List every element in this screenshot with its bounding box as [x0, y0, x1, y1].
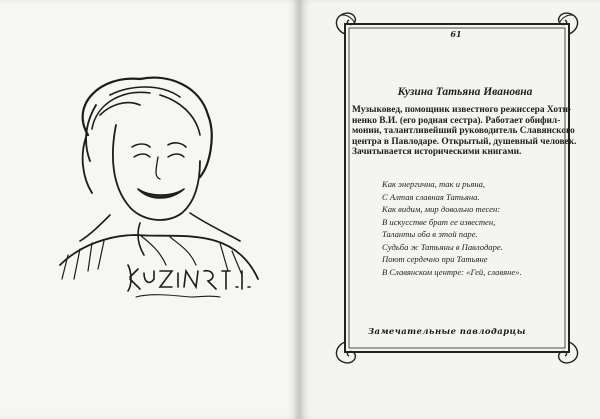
- poem-line: Судьба ж Татьяны в Павлодаре.: [382, 241, 503, 252]
- poem-line: Как видим, мир довольно тесен:: [382, 204, 501, 214]
- poem-line: В Славянском центре: «Гей, славяне».: [382, 266, 522, 277]
- portrait-sketch: [40, 65, 265, 305]
- poem-line: Как энергична, так и рьяна,: [382, 179, 486, 189]
- bio-line: центра в Павлодаре. Открытый, душевный человек.: [352, 136, 577, 147]
- biography-paragraph: [352, 105, 576, 158]
- bio-line: ненко В.И. (его родная сестра). Работает обифил-: [352, 115, 561, 126]
- footer-book-title: Замечательные павлодарцы: [368, 327, 526, 337]
- poem-line: С Алтая славная Татьяна.: [382, 191, 480, 202]
- poem-line: В искусстве брат ее известен,: [382, 216, 496, 227]
- bio-line: Музыковед, помощник известного режиссера Хоти-: [352, 105, 572, 115]
- page-number: 61: [450, 29, 462, 39]
- poem-line: Таланты оба в этой паре.: [382, 229, 478, 239]
- bio-line: монии, талантливейший руководитель Славянского: [352, 126, 575, 137]
- poem-line: Поют сердечно при Татьяне: [382, 254, 488, 264]
- person-name-heading: Кузина Татьяна Ивановна: [397, 86, 533, 98]
- bio-line: Зачитывается историческими книгами.: [352, 147, 522, 158]
- poem: [382, 178, 572, 278]
